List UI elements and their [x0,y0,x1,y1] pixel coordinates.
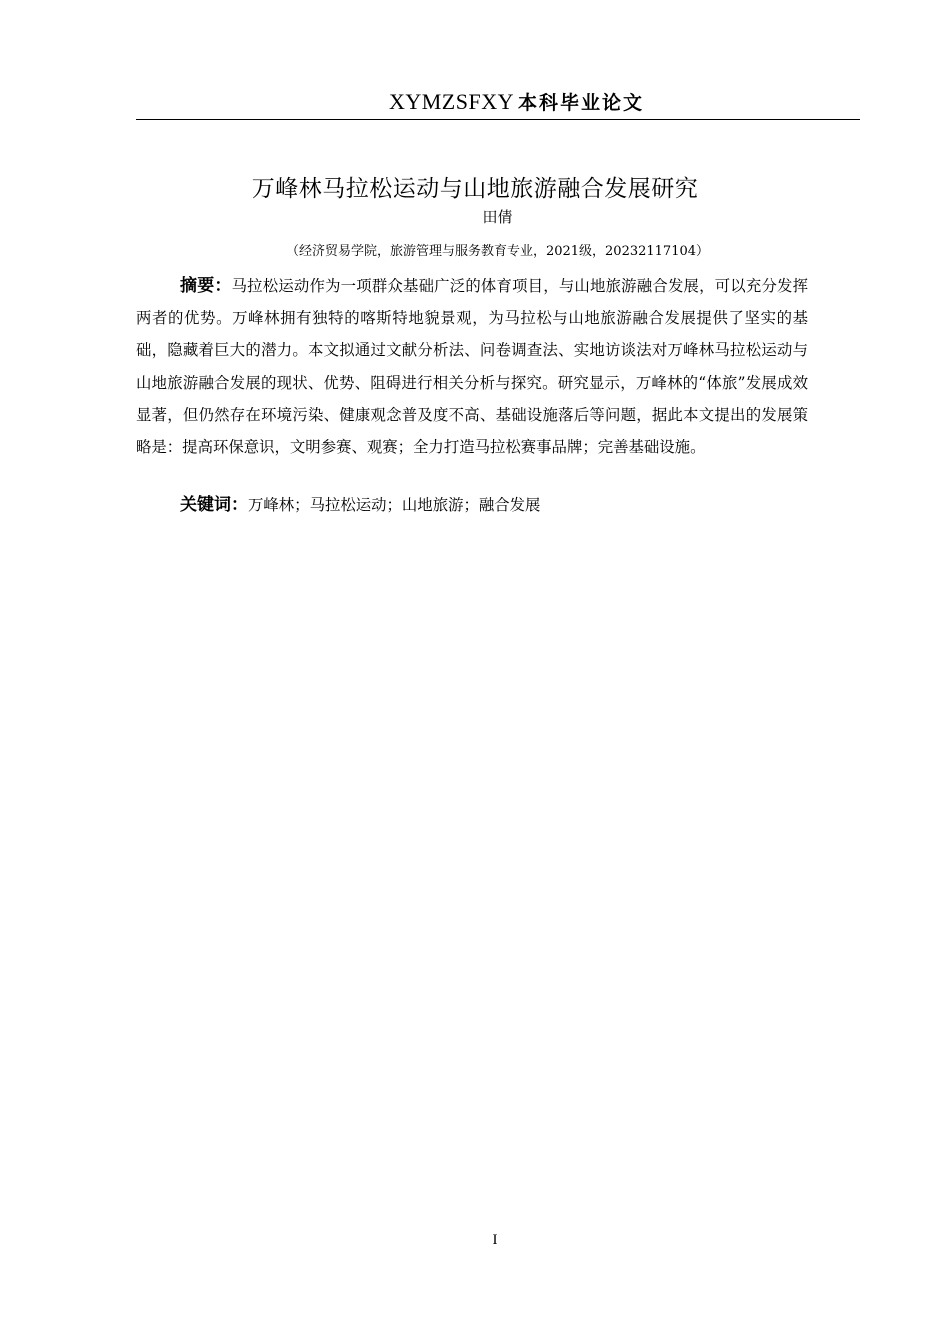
page-number: I [492,1232,498,1248]
abstract-label: 摘要： [180,276,232,296]
keywords-label: 关键词： [180,495,248,515]
paper-author: 田倩 [482,208,513,226]
keywords [180,491,540,519]
keywords-text: 万峰林；马拉松运动；山地旅游；融合发展 [248,496,541,514]
header-code: XYMZSFXY [388,89,514,114]
paper-affiliation: （经济贸易学院，旅游管理与服务教育专业，2021级，20232117104） [285,244,710,259]
abstract [136,270,808,463]
header-rule [136,119,860,120]
header-label: 本科毕业论文 [517,92,644,114]
abstract-text: 马拉松运动作为一项群众基础广泛的体育项目，与山地旅游融合发展，可以充分发挥两者的优势。万峰林拥有独特的喀斯特地貌景观，为马拉松与山地旅游融合发展提供了坚实的基础，隐藏着巨大的潜力。本文拟通过文献分析法、问卷调查法、实地访谈法对万峰林马拉松运动与山地旅游融合发展的现状、优势、阻碍进行相关分析与探究。研究显示，万峰林的“体旅”发展成效显著，但仍然存在环境污染、健康观念普及度不高、基础设施落后等问题，据此本文提出的发展策略是：提高环保意识，文明参赛、观赛；全力打造马拉松赛事品牌；完善基础设施。 [136,277,808,457]
paper-title: 万峰林马拉松运动与山地旅游融合发展研究 [251,176,699,202]
running-header [136,88,859,118]
